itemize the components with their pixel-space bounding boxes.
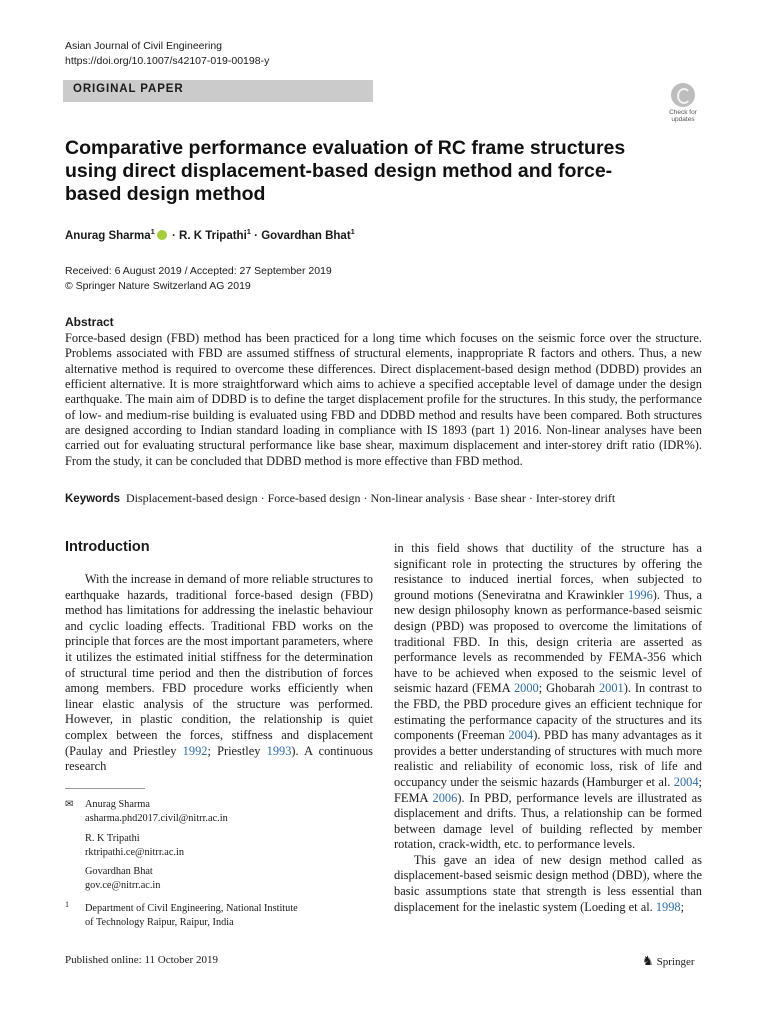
intro-paragraph (394, 853, 702, 915)
abstract-text: Force-based design (FBD) method has been practiced for a long time which focuses on the seismic force over the structure. Problems associated with FBD are assumed stiffness of structural elements, inappropriate R factors and others. Thus, a new alternative method is required to overcome these differences. Direct displacement-based design method (DDBD) provides an efficient alternative. It is more straightforward which aims to achieve a specified acceptable level of damage under the design earthquake. The main aim of DDBD is to define the target displacement profile for the structures. In this study, the performance of low- and medium-rise building is evaluated using FBD and DDBD method and results have been compared. Both structures are designed according to Indian standard loading in compliance with IS 1893 (part 1) 2016. Non-linear analyses have been carried out for evaluating structural performance like base shear, maximum displacement and inter-storey drift ratio (IDR%). From the study, it can be concluded that DDBD method is more effective than FBD method. (65, 331, 702, 468)
journal-doi[interactable]: https://doi.org/10.1007/s42107-019-00198-y (65, 55, 270, 67)
body-text: in this field shows that ductility of the structure has a significant role in protecting the structures by offering the resistance to induced inertial forces, when subjected to ground motions (Seneviratna and Krawinkler (394, 541, 702, 602)
citation-link[interactable]: 2004 (508, 728, 534, 743)
author-name[interactable]: Govardhan Bhat (261, 229, 351, 242)
envelope-icon: ✉ (65, 799, 74, 810)
orcid-icon[interactable] (157, 230, 167, 240)
citation-link[interactable]: 1993 (266, 743, 292, 758)
check-for-updates-badge[interactable] (664, 83, 702, 123)
author-affil-sup: 1 (150, 227, 155, 236)
author-affil-sup: 1 (350, 227, 355, 236)
footnote-author-name: R. K Tripathi (85, 833, 140, 844)
footnote-author-email[interactable]: rktripathi.ce@nitrr.ac.in (85, 846, 184, 858)
journal-header (65, 39, 269, 69)
author-separator: · (168, 229, 180, 242)
intro-paragraph (394, 541, 702, 853)
body-text: ). PBD has many advantages as it provides a better understanding of structures with much more realistic and reliability of economic loss, risk of life and occupancy under the seismic hazards (Hamburger et al. (394, 728, 702, 789)
springer-horse-icon: ♞ (642, 953, 654, 968)
footnote-author-name: Anurag Sharma (85, 799, 150, 810)
body-text: ). A continuous research (65, 743, 373, 774)
keywords-label: Keywords (65, 493, 120, 505)
publisher-logo (642, 953, 695, 969)
footnote-author (85, 865, 160, 893)
copyright: © Springer Nature Switzerland AG 2019 (65, 279, 251, 292)
author-name[interactable]: Anurag Sharma (65, 229, 151, 242)
check-updates-line1: Check for (669, 109, 697, 116)
check-updates-icon (671, 83, 695, 107)
footnote-author (85, 798, 228, 826)
article-dates (65, 264, 332, 293)
footnote-author-email[interactable]: gov.ce@nitrr.ac.in (85, 879, 161, 891)
article-type-banner (63, 80, 373, 102)
article-type-label: ORIGINAL PAPER (73, 83, 184, 95)
citation-link[interactable]: 1996 (628, 587, 653, 602)
citation-link[interactable]: 1992 (182, 743, 208, 758)
paper-title: Comparative performance evaluation of RC frame structures using direct displacement-based design method and force-based design method (65, 137, 626, 205)
body-text: ; FEMA (394, 774, 702, 805)
affiliation-line: Department of Civil Engineering, National Institute (85, 903, 298, 914)
body-text: This gave an idea of new design method called as displacement-based seismic design method (DBD), where the basic assumptions state that strength is less essential than displacement for the inelastic system (Loeding et al. (394, 852, 702, 914)
body-text: ; Ghobarah (538, 681, 599, 696)
citation-link[interactable]: 2000 (513, 681, 539, 696)
body-text: ). Thus, a new design philosophy known as performance-based seismic design (PBD) was proposed to overcome the limitations of traditional FBD. In this, design criteria are asserted as performance levels as recommended by FEMA-356 which have to be achieved when exposed to the seismic level of seismic hazard (FEMA (394, 587, 702, 696)
journal-name: Asian Journal of Civil Engineering (65, 40, 223, 52)
author-separator: · (250, 229, 262, 242)
affiliation-number: 1 (65, 900, 69, 909)
keywords-text: Displacement-based design · Force-based design · Non-linear analysis · Base shear · Inter-storey drift (125, 491, 616, 505)
body-text: ; Priestley (207, 743, 267, 758)
footnote-rule (65, 788, 145, 789)
body-text: With the increase in demand of more reliable structures to earthquake hazards, traditional force-based design (FBD) method has limitations for addressing the inelastic behaviour and cyclic loading effects. Traditional FBD works on the principle that forces are the most important parameters, where it utilizes the estimated initial stiffness for the determination of structural time period and then the distribution of forces among members. FBD procedure works efficiently when linear elastic analysis of the structure was performed. However, in plastic condition, the relationship is quiet complex between the forces, stiffness and displacement (Paulay and Priestley (65, 572, 373, 758)
author-list (65, 227, 355, 242)
body-text: ; (680, 899, 685, 914)
body-text: ). In contrast to the FBD, the PBD procedure gives an efficient technique for estimating the performance capacity of the structures and its components (Freeman (394, 681, 703, 743)
check-updates-line2: updates (671, 116, 695, 123)
footnote-author (85, 832, 184, 860)
body-text: ). In PBD, performance levels are illustrated as displacement and drifts. Thus, a relationship can be formed between damage level of building reflected by member rotation, crack-width, etc. to performance levels. (394, 790, 702, 852)
citation-link[interactable]: 1998 (655, 899, 681, 914)
citation-link[interactable]: 2006 (432, 790, 458, 805)
author-affil-sup: 1 (246, 227, 251, 236)
published-online: Published online: 11 October 2019 (65, 954, 218, 966)
citation-link[interactable]: 2001 (598, 681, 624, 696)
keywords (65, 491, 615, 506)
intro-left-column (65, 572, 373, 775)
abstract-heading: Abstract (65, 315, 114, 329)
received-accepted: Received: 6 August 2019 / Accepted: 27 September 2019 (65, 265, 332, 277)
footnote-author-email[interactable]: asharma.phd2017.civil@nitrr.ac.in (85, 812, 228, 824)
introduction-heading: Introduction (65, 539, 150, 555)
intro-right-column (394, 541, 702, 915)
footnote-author-name: Govardhan Bhat (85, 866, 153, 877)
affiliation (85, 902, 298, 930)
affiliation-line: of Technology Raipur, Raipur, India (85, 916, 234, 928)
publisher-name: Springer (656, 956, 695, 968)
citation-link[interactable]: 2004 (673, 774, 699, 789)
author-name[interactable]: R. K Tripathi (179, 229, 247, 242)
